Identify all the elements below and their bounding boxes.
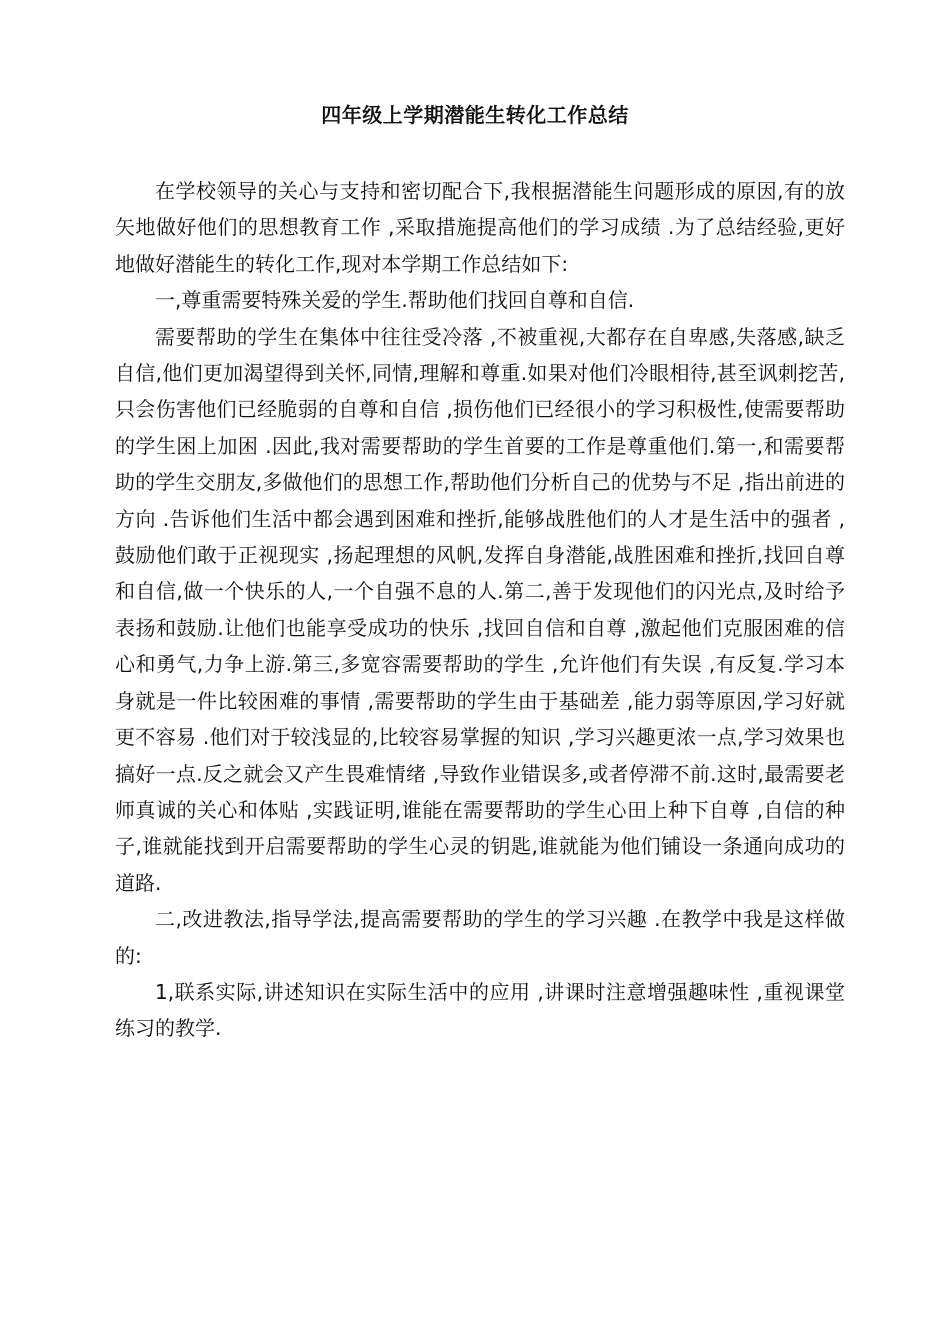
paragraph-section-2-heading: 二,改进教法,指导学法,提高需要帮助的学生的学习兴趣 .在教学中我是这样做的: bbox=[115, 907, 845, 968]
paragraph-section-1-heading: 一,尊重需要特殊关爱的学生.帮助他们找回自尊和自信. bbox=[155, 288, 635, 313]
paragraph-intro: 在学校领导的关心与支持和密切配合下,我根据潜能生问题形成的原因,有的放矢地做好他们的思想教育工作 ,采取措施提高他们的学习成绩 .为了总结经验,更好地做好潜能生的转化工作,现对本学期工作总结如下: bbox=[115, 179, 845, 276]
paragraph-section-1-body: 需要帮助的学生在集体中往往受冷落 ,不被重视,大都存在自卑感,失落感,缺乏自信,他们更加渴望得到关怀,同情,理解和尊重.如果对他们冷眼相待,甚至讽刺挖苦,只会伤害他们已经脆弱的自尊和自信 ,损伤他们已经很小的学习积极性,使需要帮助的学生困上加困 .因此,我对需要帮助的学生首要的工作是尊重他们.第一,和需要帮助的学生交朋友,多做他们的思想工作,帮助他们分析自己的优势与不足 ,指出前进的方向 .告诉他们生活中都会遇到困难和挫折,能够战胜他们的人才是生活中的强者 ,鼓励他们敢于正视现实 ,扬起理想的风帆,发挥自身潜能,战胜困难和挫折,找回自尊和自信,做一个快乐的人,一个自强不息的人.第二,善于发现他们的闪光点,及时给予表扬和鼓励.让他们也能享受成功的快乐 ,找回自信和自尊 ,激起他们克服困难的信心和勇气,力争上游.第三,多宽容需要帮助的学生 ,允许他们有失误 ,有反复.学习本身就是一件比较困难的事情 ,需要帮助的学生由于基础差 ,能力弱等原因,学习好就更不容易 .他们对于较浅显的,比较容易掌握的知识 ,学习兴趣更浓一点,学习效果也搞好一点.反之就会又产生畏难情绪 ,导致作业错误多,或者停滞不前.这时,最需要老师真诚的关心和体贴 ,实践证明,谁能在需要帮助的学生心田上种下自尊 ,自信的种子,谁就能找到开启需要帮助的学生心灵的钥匙,谁就能为他们铺设一条通向成功的道路. bbox=[115, 324, 845, 895]
paragraph-section-2-item-1: 1,联系实际,讲述知识在实际生活中的应用 ,讲课时注意增强趣味性 ,重视课堂练习的教学. bbox=[115, 979, 845, 1041]
document-title: 四年级上学期潜能生转化工作总结 bbox=[321, 103, 629, 127]
document-body bbox=[115, 173, 845, 1047]
